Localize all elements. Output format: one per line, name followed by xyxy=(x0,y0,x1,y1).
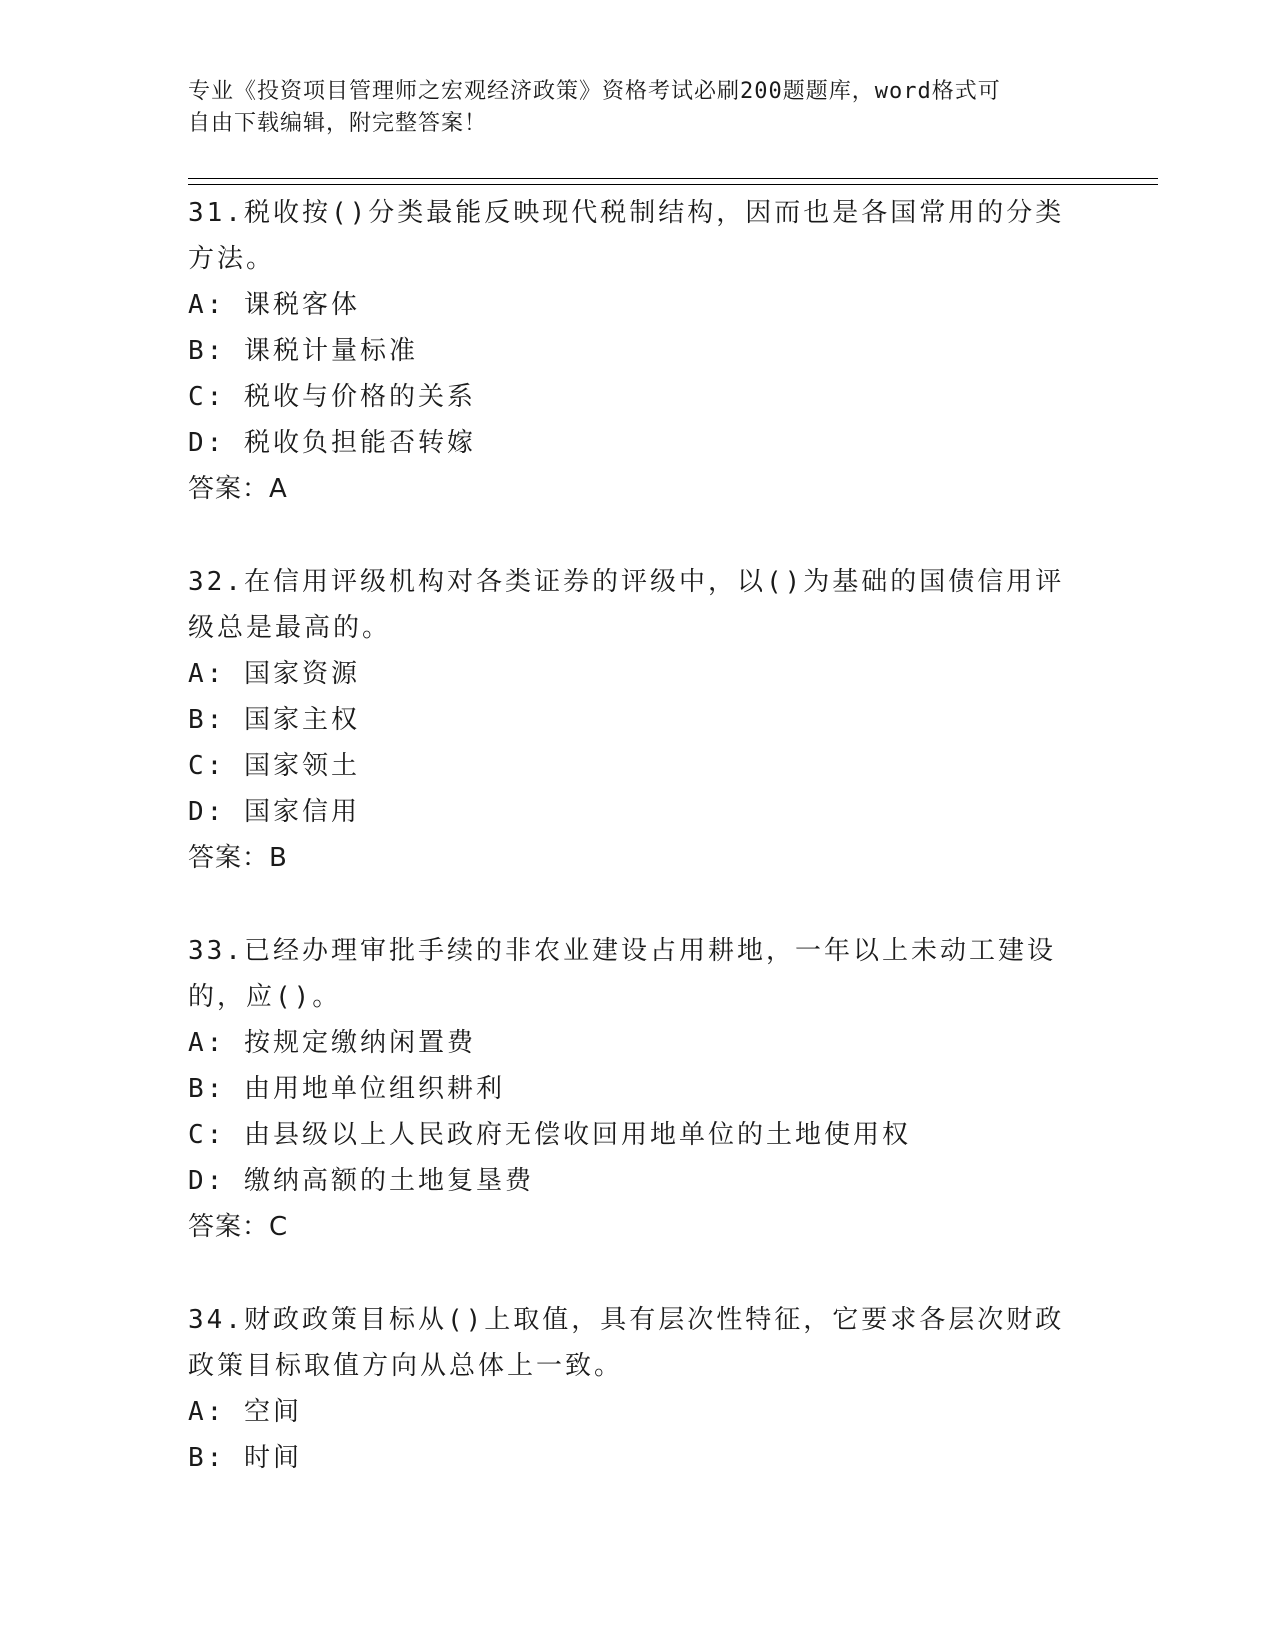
question-32 xyxy=(188,559,1088,881)
option-d: D: 国家信用 xyxy=(188,797,360,827)
option-a: A: 国家资源 xyxy=(188,659,360,689)
header-line-2: 自由下载编辑，附完整答案！ xyxy=(188,111,488,136)
answer: 答案：C xyxy=(188,1212,289,1242)
option-a: A: 课税客体 xyxy=(188,290,360,320)
option-b: B: 由用地单位组织耕利 xyxy=(188,1074,505,1104)
answer: 答案：A xyxy=(188,474,288,504)
option-d: D: 税收负担能否转嫁 xyxy=(188,428,476,458)
question-stem: 31.税收按()分类最能反映现代税制结构，因而也是各国常用的分类方法。 xyxy=(188,198,1065,274)
header-line-1: 专业《投资项目管理师之宏观经济政策》资格考试必刷200题题库，word格式可 xyxy=(188,79,1001,104)
option-a: A: 按规定缴纳闲置费 xyxy=(188,1028,476,1058)
option-b: B: 课税计量标准 xyxy=(188,336,418,366)
question-34 xyxy=(188,1297,1088,1481)
option-c: C: 税收与价格的关系 xyxy=(188,382,476,412)
answer: 答案：B xyxy=(188,843,288,873)
option-c: C: 国家领土 xyxy=(188,751,360,781)
header-divider-bottom xyxy=(188,184,1158,185)
question-33 xyxy=(188,928,1088,1250)
option-b: B: 时间 xyxy=(188,1443,302,1473)
question-stem: 33.已经办理审批手续的非农业建设占用耕地，一年以上未动工建设的，应()。 xyxy=(188,936,1056,1012)
question-31 xyxy=(188,190,1088,512)
header-divider-top xyxy=(188,178,1158,179)
option-a: A: 空间 xyxy=(188,1397,302,1427)
option-d: D: 缴纳高额的土地复垦费 xyxy=(188,1166,534,1196)
option-c: C: 由县级以上人民政府无偿收回用地单位的土地使用权 xyxy=(188,1120,911,1150)
question-list xyxy=(188,190,1088,1528)
option-b: B: 国家主权 xyxy=(188,705,360,735)
document-header xyxy=(188,76,1068,140)
question-stem: 34.财政政策目标从()上取值，具有层次性特征，它要求各层次财政政策目标取值方向从总体上一致。 xyxy=(188,1305,1065,1381)
question-stem: 32.在信用评级机构对各类证券的评级中，以()为基础的国债信用评级总是最高的。 xyxy=(188,567,1065,643)
